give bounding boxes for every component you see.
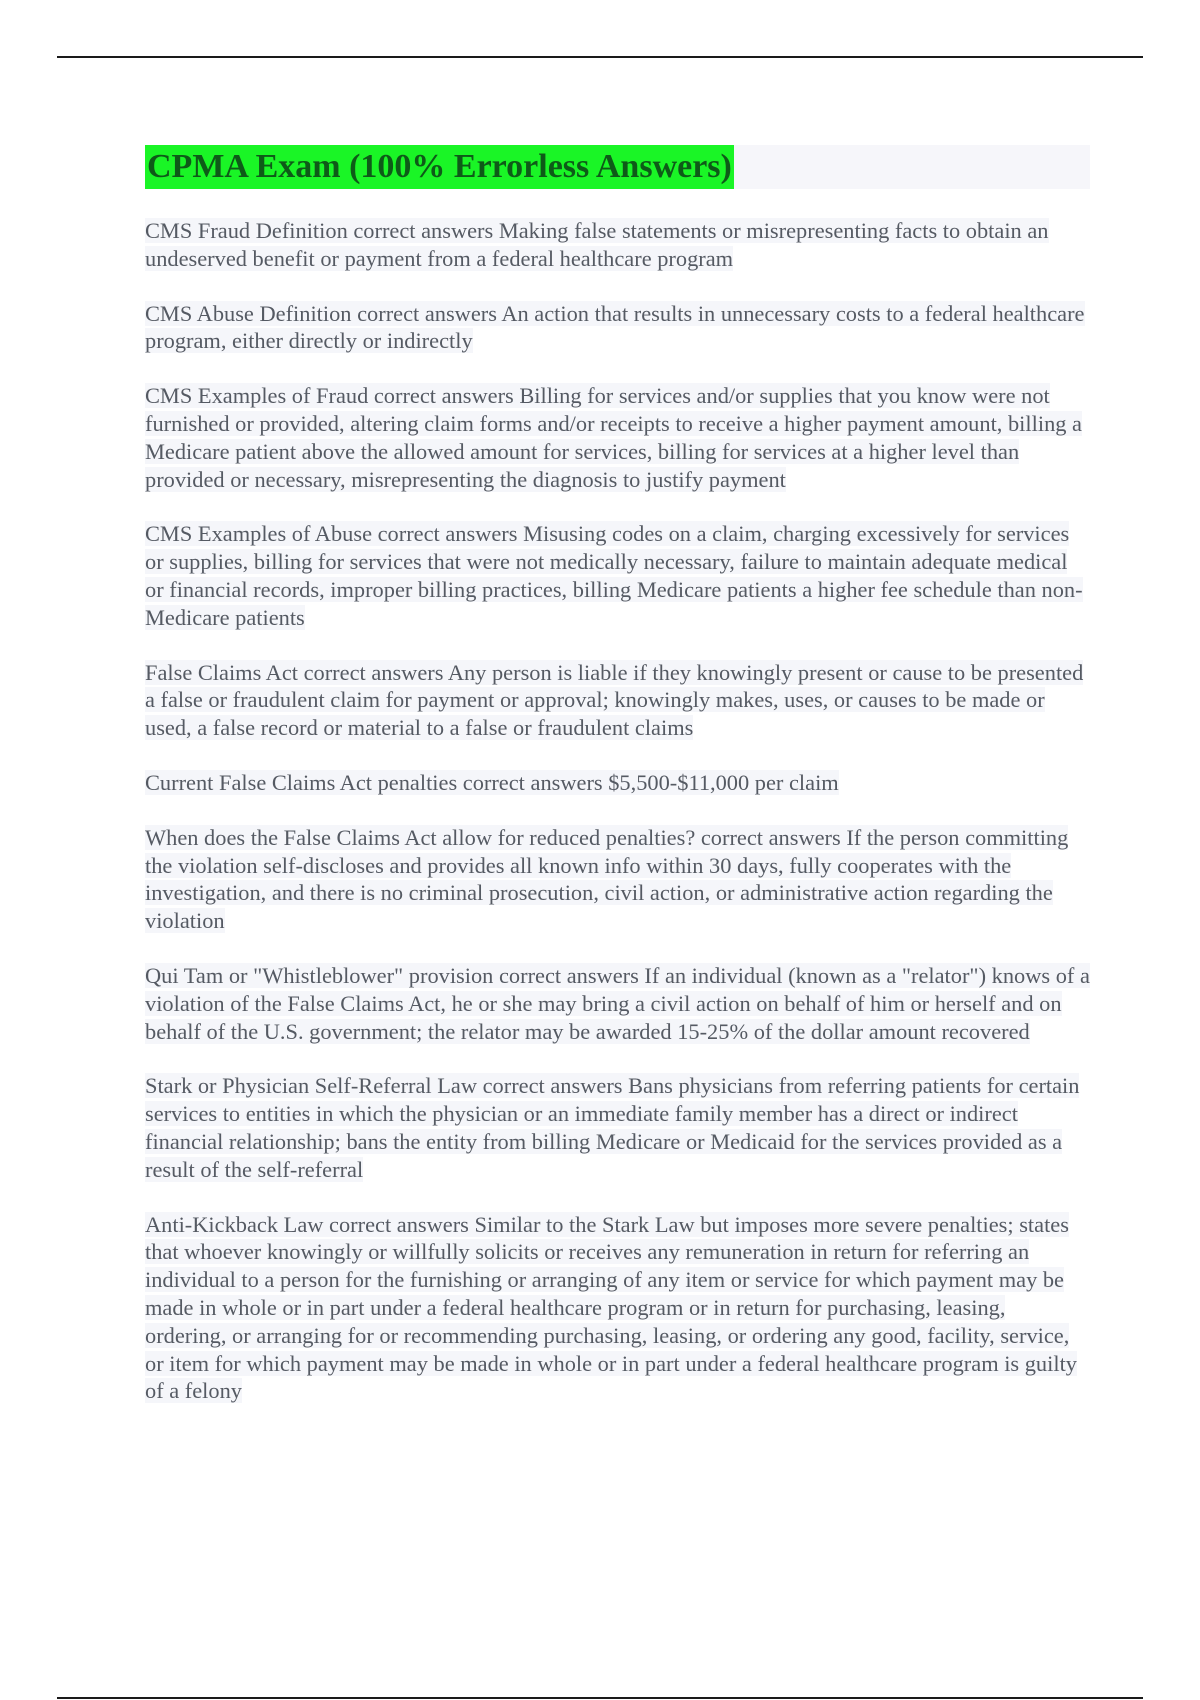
document-body bbox=[145, 145, 1090, 1432]
top-rule bbox=[57, 56, 1143, 58]
qa-entry-text: CMS Fraud Definition correct answers Making false statements or misrepresenting facts to obtain an undeserved benefit or payment from a federal healthcare program bbox=[145, 218, 1049, 271]
qa-entry-text: Current False Claims Act penalties correct answers $5,500-$11,000 per claim bbox=[145, 769, 839, 795]
qa-entry-text: CMS Abuse Definition correct answers An action that results in unnecessary costs to a federal healthcare program, either directly or indirectly bbox=[145, 300, 1085, 354]
title-band bbox=[145, 145, 1090, 189]
qa-entry-reduced-penalties bbox=[145, 824, 1090, 935]
qa-list bbox=[145, 217, 1090, 1405]
qa-entry-false-claims-act bbox=[145, 659, 1090, 742]
bottom-rule bbox=[57, 1697, 1143, 1699]
qa-entry-qui-tam bbox=[145, 962, 1090, 1045]
qa-entry-text: When does the False Claims Act allow for reduced penalties? correct answers If the person committing the violation self-discloses and provides all known info within 30 days, fully cooperates with the investigation, and there is no criminal prosecution, civil action, or administrative action regarding the violation bbox=[145, 824, 1069, 934]
qa-entry-text: CMS Examples of Abuse correct answers Misusing codes on a claim, charging excessively for services or supplies, billing for services that were not medically necessary, failure to maintain adequate medical or financial records, improper billing practices, billing Medicare patients a higher fee schedule than non-Medicare patients bbox=[145, 521, 1083, 630]
qa-entry-anti-kickback bbox=[145, 1211, 1090, 1406]
qa-entry-text: Stark or Physician Self-Referral Law correct answers Bans physicians from referring patients for certain services to entities in which the physician or an immediate family member has a direct or indirect financial relationship; bans the entity from billing Medicare or Medicaid for the services provided as a result of the self-referral bbox=[145, 1073, 1080, 1182]
qa-entry-stark-law bbox=[145, 1072, 1090, 1183]
qa-entry-fraud-examples bbox=[145, 382, 1090, 493]
qa-entry-text: CMS Examples of Fraud correct answers Billing for services and/or supplies that you know were not furnished or provided, altering claim forms and/or receipts to receive a higher payment amount, billing a Medicare patient above the allowed amount for services, billing for services at a higher level than provided or necessary, misrepresenting the diagnosis to justify payment bbox=[145, 383, 1082, 492]
qa-entry-fraud-definition bbox=[145, 217, 1090, 273]
qa-entry-text: Qui Tam or "Whistleblower" provision correct answers If an individual (known as a "relator") knows of a violation of the False Claims Act, he or she may bring a civil action on behalf of him or herself and on behalf of the U.S. government; the relator may be awarded 15-25% of the dollar amount recovered bbox=[145, 962, 1090, 1044]
qa-entry-false-claims-penalties bbox=[145, 769, 1090, 797]
qa-entry-abuse-definition bbox=[145, 300, 1090, 356]
qa-entry-text: False Claims Act correct answers Any person is liable if they knowingly present or cause to be presented a false or fraudulent claim for payment or approval; knowingly makes, uses, or causes to be made or used, a false record or material to a false or fraudulent claims bbox=[145, 659, 1084, 741]
document-title: CPMA Exam (100% Errorless Answers) bbox=[145, 145, 734, 189]
qa-entry-abuse-examples bbox=[145, 520, 1090, 631]
qa-entry-text: Anti-Kickback Law correct answers Similar to the Stark Law but imposes more severe penalties; states that whoever knowingly or willfully solicits or receives any remuneration in return for referring an individual to a person for the furnishing or arranging of any item or service for which payment may be made in whole or in part under a federal healthcare program or in return for purchasing, leasing, ordering, or arranging for or recommending purchasing, leasing, or ordering any good, facility, service, or item for which payment may be made in whole or in part under a federal healthcare program is guilty of a felony bbox=[145, 1211, 1077, 1404]
